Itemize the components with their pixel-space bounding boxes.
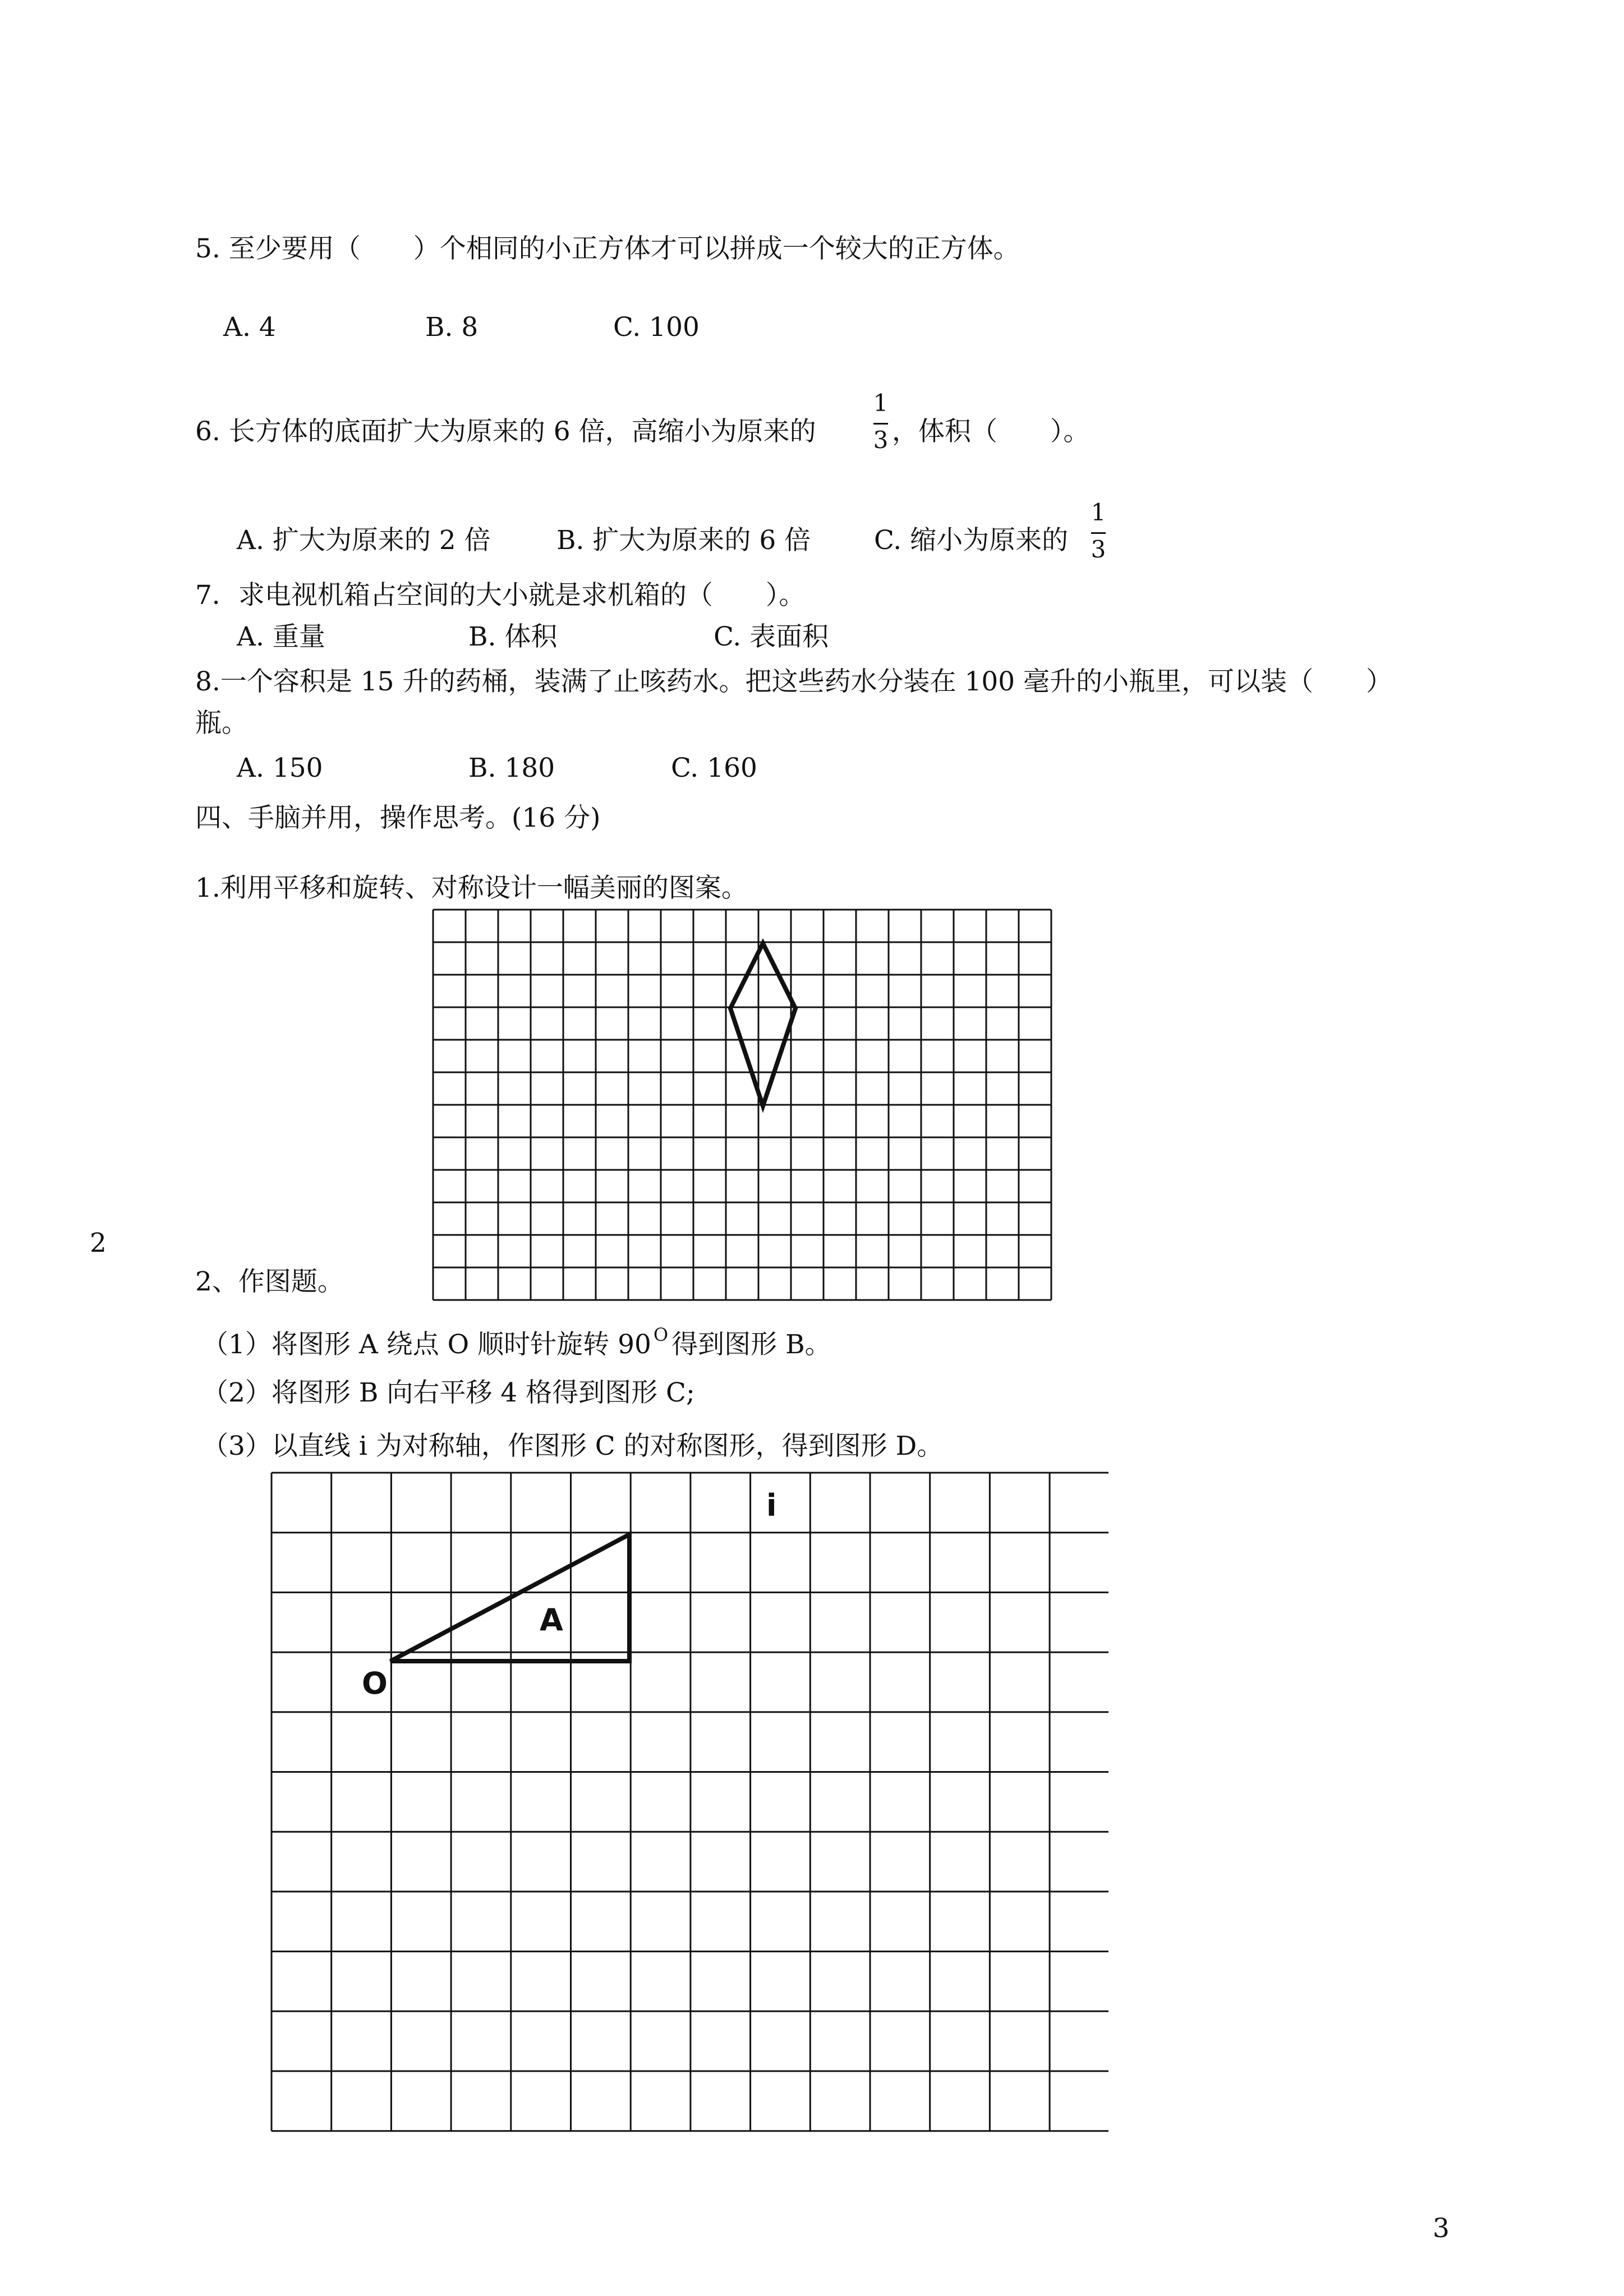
fraction-denominator: 3 <box>873 426 889 454</box>
degree-superscript: O <box>653 1324 669 1345</box>
task-2-step-3: （3）以直线 i 为对称轴，作图形 C 的对称图形，得到图形 D。 <box>202 1431 944 1461</box>
grid-lines <box>272 1473 1108 2131</box>
axis-i-label: i <box>766 1488 777 1523</box>
task-2-step-2: （2）将图形 B 向右平移 4 格得到图形 C; <box>202 1377 695 1408</box>
task-2-drawing-grid <box>269 1470 1108 2179</box>
question-6-stem-part-a: 6. 长方体的底面扩大为原来的 6 倍，高缩小为原来的 <box>195 416 816 447</box>
task-2-step-1 <box>202 1326 831 1358</box>
question-6-option-a: A. 扩大为原来的 2 倍 <box>237 525 491 556</box>
section-4-heading: 四、手脑并用，操作思考。(16 分) <box>195 803 601 833</box>
grid-lines <box>433 910 1051 1300</box>
question-7-option-a: A. 重量 <box>237 621 325 652</box>
fraction-bar <box>873 423 888 425</box>
question-7-option-c: C. 表面积 <box>714 621 829 652</box>
question-8-option-b: B. 180 <box>468 753 555 783</box>
point-o-label: O <box>362 1666 388 1701</box>
task-2-title: 2、作图题。 <box>195 1266 344 1297</box>
question-6-stem-part-b: ，体积（ ）。 <box>892 416 1090 447</box>
question-8-stem-line-1: 8.一个容积是 15 升的药桶，装满了止咳药水。把这些药水分装在 100 毫升的小瓶里，可以装（ ） <box>195 666 1393 697</box>
left-page-number: 2 <box>90 1228 107 1258</box>
question-7-stem: 7．求电视机箱占空间的大小就是求机箱的（ ）。 <box>195 580 806 611</box>
question-8-option-c: C. 160 <box>671 753 757 783</box>
question-6-option-c: C. 缩小为原来的 <box>874 525 1069 556</box>
question-5-stem: 5. 至少要用（ ）个相同的小正方体才可以拼成一个较大的正方体。 <box>195 233 1020 264</box>
question-5-option-a: A. 4 <box>223 312 276 343</box>
fraction-bar <box>1091 532 1106 534</box>
step-1-tail: 得到图形 B。 <box>671 1329 831 1360</box>
shape-a-label: A <box>540 1602 563 1638</box>
question-5-option-c: C. 100 <box>613 312 700 343</box>
fraction-numerator: 1 <box>873 389 889 417</box>
fraction-numerator: 1 <box>1091 499 1106 526</box>
question-8-stem-line-2: 瓶。 <box>195 708 248 739</box>
right-page-number: 3 <box>1433 2213 1450 2244</box>
question-6-option-b: B. 扩大为原来的 6 倍 <box>556 525 811 556</box>
rhombus-shape <box>730 943 795 1106</box>
fraction-denominator: 3 <box>1091 536 1106 563</box>
question-7-option-b: B. 体积 <box>468 621 558 652</box>
task-1-instruction: 1.利用平移和旋转、对称设计一幅美丽的图案。 <box>195 873 748 903</box>
task-1-design-grid <box>432 909 1060 1309</box>
question-8-option-a: A. 150 <box>237 753 323 783</box>
step-1-text: （1）将图形 A 绕点 O 顺时针旋转 90 <box>202 1329 651 1360</box>
question-5-option-b: B. 8 <box>425 312 479 343</box>
triangle-shape-a <box>390 1534 629 1661</box>
